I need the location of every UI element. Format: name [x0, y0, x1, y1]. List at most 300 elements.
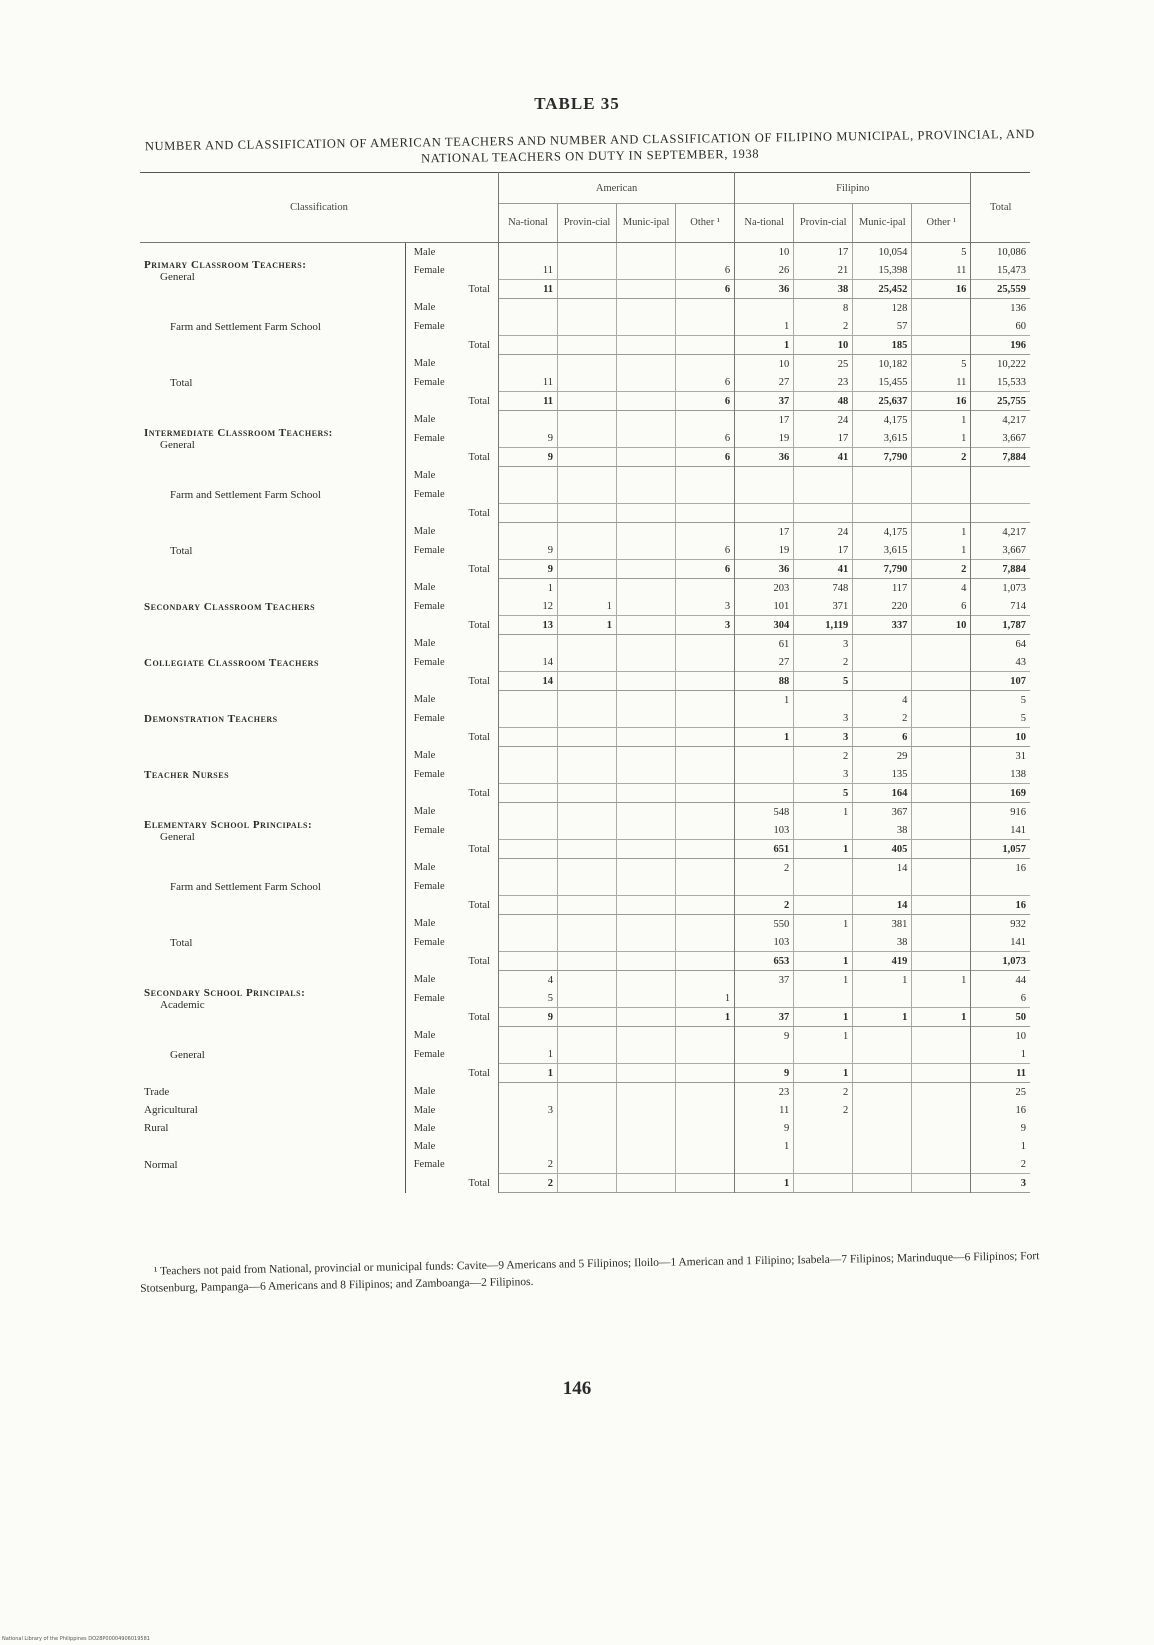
value-cell: 38 [794, 280, 853, 299]
value-cell: 932 [971, 915, 1030, 934]
row-classification [140, 859, 405, 915]
value-cell [617, 728, 676, 747]
value-cell: 10,054 [853, 243, 912, 262]
sex-label: Female [405, 877, 498, 896]
row-classification [140, 1027, 405, 1083]
value-cell: 36 [735, 448, 794, 467]
value-cell [735, 1155, 794, 1174]
value-cell [617, 691, 676, 710]
classification-sub: Academic [160, 998, 205, 1011]
value-cell: 10,222 [971, 355, 1030, 374]
value-cell [735, 504, 794, 523]
value-cell [912, 672, 971, 691]
value-cell [558, 747, 617, 766]
value-cell [853, 1174, 912, 1193]
value-cell [676, 728, 735, 747]
value-cell [676, 1174, 735, 1193]
value-cell: 1 [912, 429, 971, 448]
value-cell: 15,533 [971, 373, 1030, 392]
value-cell: 101 [735, 597, 794, 616]
value-cell: 3 [498, 1101, 557, 1119]
value-cell [617, 317, 676, 336]
scan-credit: National Library of the Philippines DO28P00004906019581 [2, 1636, 150, 1642]
value-cell [617, 504, 676, 523]
value-cell [498, 485, 557, 504]
value-cell: 38 [853, 933, 912, 952]
value-cell [735, 485, 794, 504]
value-cell [558, 1137, 617, 1155]
value-cell [558, 560, 617, 579]
value-cell [853, 1155, 912, 1174]
value-cell: 12 [498, 597, 557, 616]
value-cell [912, 765, 971, 784]
value-cell: 1,073 [971, 952, 1030, 971]
sex-label: Male [405, 915, 498, 934]
value-cell [498, 467, 557, 486]
table-row [140, 411, 1030, 430]
row-classification [140, 1137, 405, 1193]
value-cell: 11 [735, 1101, 794, 1119]
value-cell [617, 1137, 676, 1155]
value-cell [558, 1155, 617, 1174]
value-cell [794, 859, 853, 878]
sex-label: Female [405, 541, 498, 560]
value-cell [912, 1083, 971, 1102]
value-cell [676, 1101, 735, 1119]
value-cell [912, 317, 971, 336]
row-classification [140, 1083, 405, 1102]
value-cell [971, 504, 1030, 523]
value-cell: 44 [971, 971, 1030, 990]
value-cell: 9 [735, 1027, 794, 1046]
row-classification [140, 635, 405, 691]
sex-label: Male [405, 355, 498, 374]
value-cell: 25,452 [853, 280, 912, 299]
value-cell [617, 709, 676, 728]
value-cell [617, 765, 676, 784]
value-cell [558, 896, 617, 915]
value-cell [853, 1045, 912, 1064]
value-cell [498, 784, 557, 803]
value-cell: 371 [794, 597, 853, 616]
row-classification [140, 971, 405, 1027]
value-cell [498, 299, 557, 318]
value-cell [912, 1137, 971, 1155]
value-cell [912, 1101, 971, 1119]
value-cell [617, 373, 676, 392]
value-cell [617, 336, 676, 355]
total-label: Total [405, 336, 498, 355]
value-cell [558, 971, 617, 990]
value-cell: 1 [912, 523, 971, 542]
value-cell [617, 1155, 676, 1174]
row-classification [140, 691, 405, 747]
value-cell [853, 653, 912, 672]
value-cell: 164 [853, 784, 912, 803]
sex-label: Male [405, 691, 498, 710]
table-row [140, 523, 1030, 542]
classification-sub: Total [170, 936, 193, 949]
classification-title: Intermediate Classroom Teachers: [144, 426, 333, 439]
value-cell: 9 [735, 1064, 794, 1083]
value-cell: 220 [853, 597, 912, 616]
classification-sub: Total [170, 376, 193, 389]
sex-label: Female [405, 933, 498, 952]
value-cell [558, 803, 617, 822]
value-cell: 3 [794, 635, 853, 654]
sex-label: Female [405, 261, 498, 280]
value-cell: 10 [971, 728, 1030, 747]
classification-title: Demonstration Teachers [144, 712, 278, 725]
value-cell [676, 635, 735, 654]
value-cell: 2 [912, 448, 971, 467]
value-cell: 6 [971, 989, 1030, 1008]
value-cell [735, 467, 794, 486]
value-cell [971, 467, 1030, 486]
value-cell: 11 [498, 280, 557, 299]
sex-label: Female [405, 821, 498, 840]
value-cell: 57 [853, 317, 912, 336]
value-cell [498, 411, 557, 430]
value-cell [912, 989, 971, 1008]
value-cell: 5 [498, 989, 557, 1008]
value-cell: 9 [498, 1008, 557, 1027]
row-classification [140, 467, 405, 523]
classification-title: Elementary School Principals: [144, 818, 313, 831]
table-row [140, 859, 1030, 878]
table-row [140, 1119, 1030, 1137]
value-cell [794, 1174, 853, 1193]
value-cell [971, 485, 1030, 504]
value-cell [498, 840, 557, 859]
classification-sub: Agricultural [144, 1104, 198, 1116]
value-cell [617, 485, 676, 504]
sex-label: Female [405, 597, 498, 616]
value-cell [558, 989, 617, 1008]
value-cell: 37 [735, 971, 794, 990]
header-am-municipal: Munic-ipal [617, 204, 676, 243]
value-cell: 25,637 [853, 392, 912, 411]
value-cell [558, 336, 617, 355]
value-cell [558, 915, 617, 934]
value-cell [676, 709, 735, 728]
value-cell: 2 [735, 859, 794, 878]
sex-label: Male [405, 243, 498, 262]
value-cell [676, 803, 735, 822]
value-cell [853, 504, 912, 523]
value-cell: 6 [676, 261, 735, 280]
value-cell: 38 [853, 821, 912, 840]
value-cell: 1 [498, 579, 557, 598]
value-cell: 23 [794, 373, 853, 392]
value-cell [912, 1155, 971, 1174]
value-cell: 1 [558, 597, 617, 616]
value-cell: 2 [794, 1083, 853, 1102]
value-cell: 5 [794, 672, 853, 691]
classification-sub: General [160, 830, 195, 843]
total-label: Total [405, 1174, 498, 1193]
value-cell: 17 [794, 243, 853, 262]
value-cell: 381 [853, 915, 912, 934]
value-cell: 3 [971, 1174, 1030, 1193]
value-cell [558, 299, 617, 318]
value-cell [853, 485, 912, 504]
sex-label: Male [405, 1101, 498, 1119]
table-row [140, 971, 1030, 990]
value-cell [676, 336, 735, 355]
value-cell [558, 709, 617, 728]
classification-title: Secondary Classroom Teachers [144, 600, 316, 613]
value-cell [617, 392, 676, 411]
value-cell: 1 [735, 728, 794, 747]
header-classification: Classification [140, 173, 498, 243]
value-cell: 16 [971, 1101, 1030, 1119]
sex-label: Male [405, 747, 498, 766]
value-cell: 1 [912, 541, 971, 560]
value-cell [498, 504, 557, 523]
value-cell: 1,787 [971, 616, 1030, 635]
value-cell: 14 [853, 859, 912, 878]
value-cell [676, 672, 735, 691]
value-cell [676, 523, 735, 542]
value-cell: 9 [498, 448, 557, 467]
value-cell [617, 672, 676, 691]
value-cell [853, 467, 912, 486]
value-cell: 25 [971, 1083, 1030, 1102]
row-classification [140, 803, 405, 859]
value-cell [676, 1083, 735, 1102]
value-cell: 2 [794, 317, 853, 336]
value-cell [617, 971, 676, 990]
value-cell [617, 560, 676, 579]
value-cell: 60 [971, 317, 1030, 336]
header-am-national: Na-tional [498, 204, 557, 243]
value-cell: 5 [794, 784, 853, 803]
value-cell [617, 1101, 676, 1119]
value-cell: 25,755 [971, 392, 1030, 411]
value-cell [558, 317, 617, 336]
value-cell [676, 1027, 735, 1046]
value-cell: 203 [735, 579, 794, 598]
sex-label: Female [405, 485, 498, 504]
value-cell [558, 859, 617, 878]
value-cell [558, 728, 617, 747]
value-cell: 419 [853, 952, 912, 971]
value-cell [558, 429, 617, 448]
value-cell: 1 [971, 1137, 1030, 1155]
value-cell: 337 [853, 616, 912, 635]
sex-label: Female [405, 1155, 498, 1174]
row-classification [140, 299, 405, 355]
value-cell [794, 1119, 853, 1137]
value-cell: 10,182 [853, 355, 912, 374]
value-cell [617, 261, 676, 280]
value-cell: 21 [794, 261, 853, 280]
value-cell: 24 [794, 523, 853, 542]
classification-title: Secondary School Principals: [144, 986, 306, 999]
value-cell [794, 896, 853, 915]
value-cell: 9 [971, 1119, 1030, 1137]
value-cell: 41 [794, 560, 853, 579]
value-cell: 4 [853, 691, 912, 710]
value-cell [617, 448, 676, 467]
value-cell: 135 [853, 765, 912, 784]
value-cell: 15,455 [853, 373, 912, 392]
value-cell: 10 [912, 616, 971, 635]
value-cell [558, 485, 617, 504]
value-cell [676, 877, 735, 896]
value-cell [676, 747, 735, 766]
value-cell [558, 1083, 617, 1102]
value-cell: 2 [794, 1101, 853, 1119]
value-cell [498, 1119, 557, 1137]
value-cell [617, 877, 676, 896]
classification-sub: Trade [144, 1085, 170, 1098]
table-title: TABLE 35 [534, 94, 620, 113]
value-cell: 26 [735, 261, 794, 280]
value-cell: 1 [971, 1045, 1030, 1064]
value-cell: 2 [794, 747, 853, 766]
value-cell: 61 [735, 635, 794, 654]
value-cell: 5 [971, 709, 1030, 728]
classification-sub: Farm and Settlement Farm School [170, 488, 321, 501]
value-cell: 405 [853, 840, 912, 859]
value-cell: 7,884 [971, 560, 1030, 579]
header-american: American [498, 173, 734, 204]
header-total: Total [971, 173, 1030, 243]
value-cell [558, 261, 617, 280]
value-cell [676, 840, 735, 859]
value-cell [498, 243, 557, 262]
value-cell: 2 [853, 709, 912, 728]
sex-label: Male [405, 859, 498, 878]
value-cell [498, 747, 557, 766]
value-cell [912, 467, 971, 486]
value-cell [617, 429, 676, 448]
value-cell [558, 541, 617, 560]
value-cell [498, 933, 557, 952]
value-cell: 1 [794, 971, 853, 990]
value-cell: 23 [735, 1083, 794, 1102]
value-cell [853, 989, 912, 1008]
value-cell [498, 355, 557, 374]
value-cell [676, 355, 735, 374]
sex-label: Male [405, 579, 498, 598]
value-cell: 16 [912, 280, 971, 299]
value-cell: 2 [794, 653, 853, 672]
value-cell: 1 [735, 317, 794, 336]
value-cell [676, 467, 735, 486]
value-cell [498, 336, 557, 355]
value-cell [676, 821, 735, 840]
value-cell [676, 859, 735, 878]
value-cell: 11 [912, 261, 971, 280]
value-cell [558, 765, 617, 784]
classification-sub: General [160, 438, 195, 451]
value-cell: 714 [971, 597, 1030, 616]
value-cell: 107 [971, 672, 1030, 691]
value-cell [676, 933, 735, 952]
sex-label: Male [405, 523, 498, 542]
value-cell [794, 1045, 853, 1064]
value-cell: 9 [498, 429, 557, 448]
value-cell [853, 1083, 912, 1102]
value-cell: 1,057 [971, 840, 1030, 859]
value-cell [558, 504, 617, 523]
header-fil-other: Other ¹ [912, 204, 971, 243]
value-cell: 1,119 [794, 616, 853, 635]
classification-title: Primary Classroom Teachers: [144, 258, 307, 271]
value-cell [676, 1155, 735, 1174]
value-cell: 29 [853, 747, 912, 766]
value-cell: 10 [735, 243, 794, 262]
value-cell [794, 504, 853, 523]
table-row [140, 1027, 1030, 1046]
value-cell [558, 243, 617, 262]
row-classification [140, 747, 405, 803]
value-cell [735, 989, 794, 1008]
value-cell [558, 467, 617, 486]
value-cell [853, 877, 912, 896]
value-cell [617, 523, 676, 542]
value-cell: 141 [971, 933, 1030, 952]
value-cell: 11 [912, 373, 971, 392]
table-row [140, 915, 1030, 934]
value-cell: 3 [676, 597, 735, 616]
total-label: Total [405, 896, 498, 915]
value-cell: 6 [676, 373, 735, 392]
value-cell [676, 896, 735, 915]
value-cell [912, 504, 971, 523]
value-cell: 2 [971, 1155, 1030, 1174]
sex-label: Female [405, 429, 498, 448]
value-cell: 4,217 [971, 411, 1030, 430]
value-cell: 3,615 [853, 429, 912, 448]
value-cell [617, 411, 676, 430]
value-cell [912, 915, 971, 934]
classification-sub: Rural [144, 1122, 169, 1134]
value-cell [498, 877, 557, 896]
table-row [140, 243, 1030, 262]
value-cell: 43 [971, 653, 1030, 672]
value-cell [794, 485, 853, 504]
sex-label: Male [405, 1119, 498, 1137]
value-cell [558, 784, 617, 803]
value-cell [558, 933, 617, 952]
value-cell: 27 [735, 373, 794, 392]
value-cell [558, 653, 617, 672]
row-classification [140, 1101, 405, 1119]
classification-sub: General [160, 270, 195, 283]
sex-label: Male [405, 1083, 498, 1102]
total-label: Total [405, 616, 498, 635]
value-cell [617, 355, 676, 374]
value-cell [912, 1027, 971, 1046]
table-subtitle: NUMBER AND CLASSIFICATION OF AMERICAN TEACHERS AND NUMBER AND CLASSIFICATION OF FILIPINO MUNICIPAL, PROVINCIAL, AND NATIONAL TEACHERS ON DUTY IN SEPTEMBER, 1938 [144, 126, 1035, 166]
value-cell [498, 1137, 557, 1155]
value-cell: 3 [676, 616, 735, 635]
value-cell: 3 [794, 765, 853, 784]
value-cell: 37 [735, 1008, 794, 1027]
table-row [140, 1137, 1030, 1155]
value-cell [617, 541, 676, 560]
value-cell [912, 840, 971, 859]
value-cell: 13 [498, 616, 557, 635]
value-cell [676, 485, 735, 504]
value-cell [558, 1027, 617, 1046]
value-cell [558, 411, 617, 430]
value-cell: 6 [676, 560, 735, 579]
